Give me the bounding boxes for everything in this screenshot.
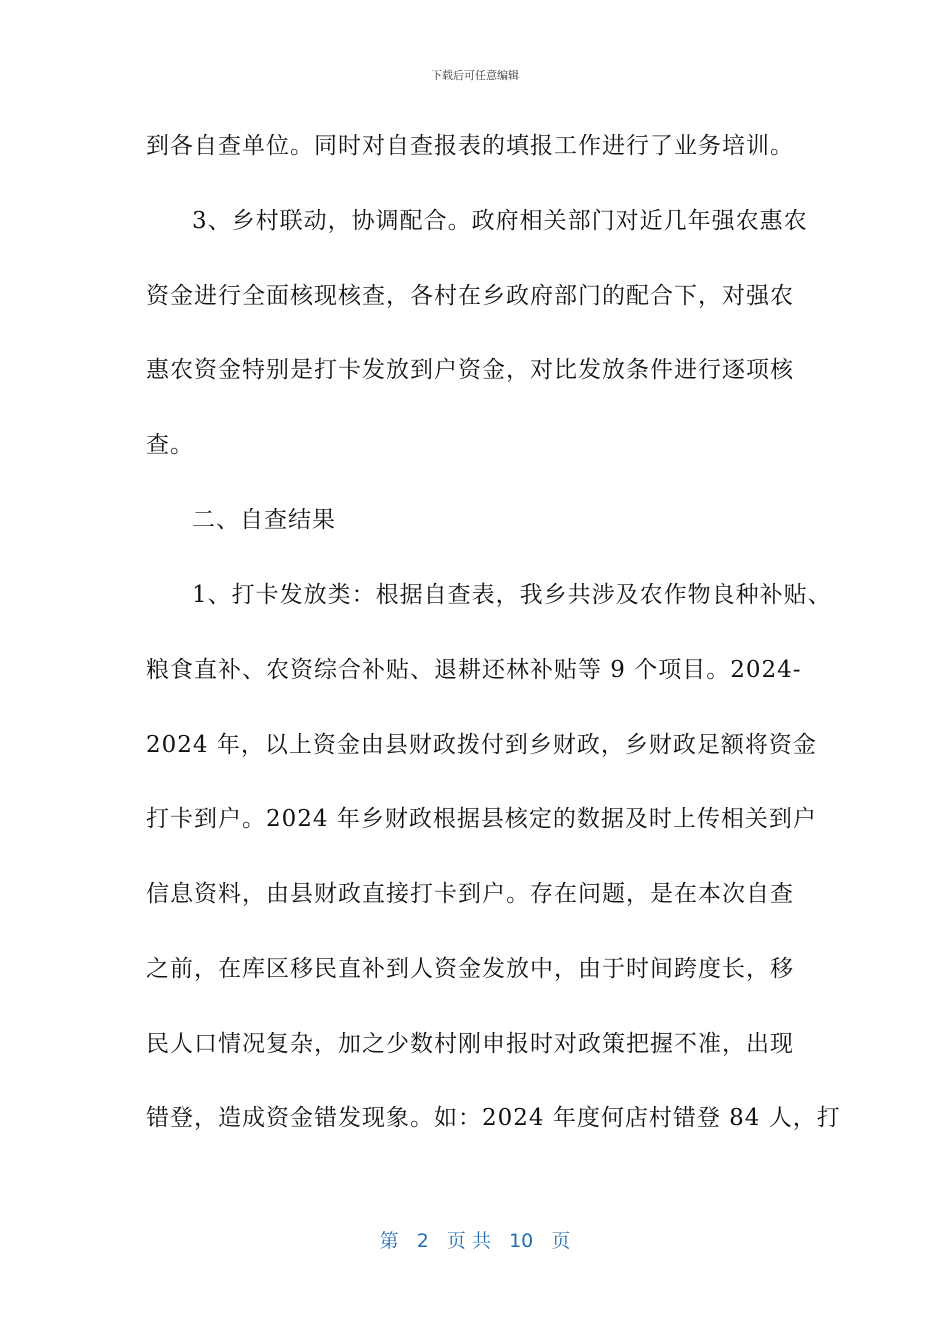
body-line: 惠农资金特别是打卡发放到户资金，对比发放条件进行逐项核 xyxy=(146,357,794,383)
body-line: 打卡到户。2024 年乡财政根据县核定的数据及时上传相关到户 xyxy=(146,806,817,832)
footer-total-pages: 10 xyxy=(509,1230,534,1252)
body-line: 2024 年，以上资金由县财政拨付到乡财政，乡财政足额将资金 xyxy=(146,732,817,758)
body-line: 之前，在库区移民直补到人资金发放中，由于时间跨度长，移 xyxy=(146,956,794,982)
body-line: 到各自查单位。同时对自查报表的填报工作进行了业务培训。 xyxy=(146,133,794,159)
footer-suffix: 页 xyxy=(551,1230,571,1252)
body-line: 1、打卡发放类：根据自查表，我乡共涉及农作物良种补贴、 xyxy=(192,582,832,608)
body-line: 错登，造成资金错发现象。如：2024 年度何店村错登 84 人，打 xyxy=(146,1105,841,1131)
body-line: 3、乡村联动，协调配合。政府相关部门对近几年强农惠农 xyxy=(192,208,808,234)
page-header: 下载后可任意编辑 xyxy=(431,69,519,82)
body-line: 资金进行全面核现核查，各村在乡政府部门的配合下，对强农 xyxy=(146,283,794,309)
footer-middle: 页 共 xyxy=(446,1230,491,1252)
body-line: 信息资料，由县财政直接打卡到户。存在问题，是在本次自查 xyxy=(146,881,794,907)
page-footer xyxy=(0,1226,950,1253)
footer-prefix: 第 xyxy=(379,1230,399,1252)
body-line: 粮食直补、农资综合补贴、退耕还林补贴等 9 个项目。2024- xyxy=(146,657,802,683)
body-line: 民人口情况复杂，加之少数村刚申报时对政策把握不准，出现 xyxy=(146,1031,794,1057)
section-heading: 二、自查结果 xyxy=(192,507,336,533)
footer-current-page: 2 xyxy=(416,1230,429,1252)
body-line: 查。 xyxy=(146,432,194,458)
